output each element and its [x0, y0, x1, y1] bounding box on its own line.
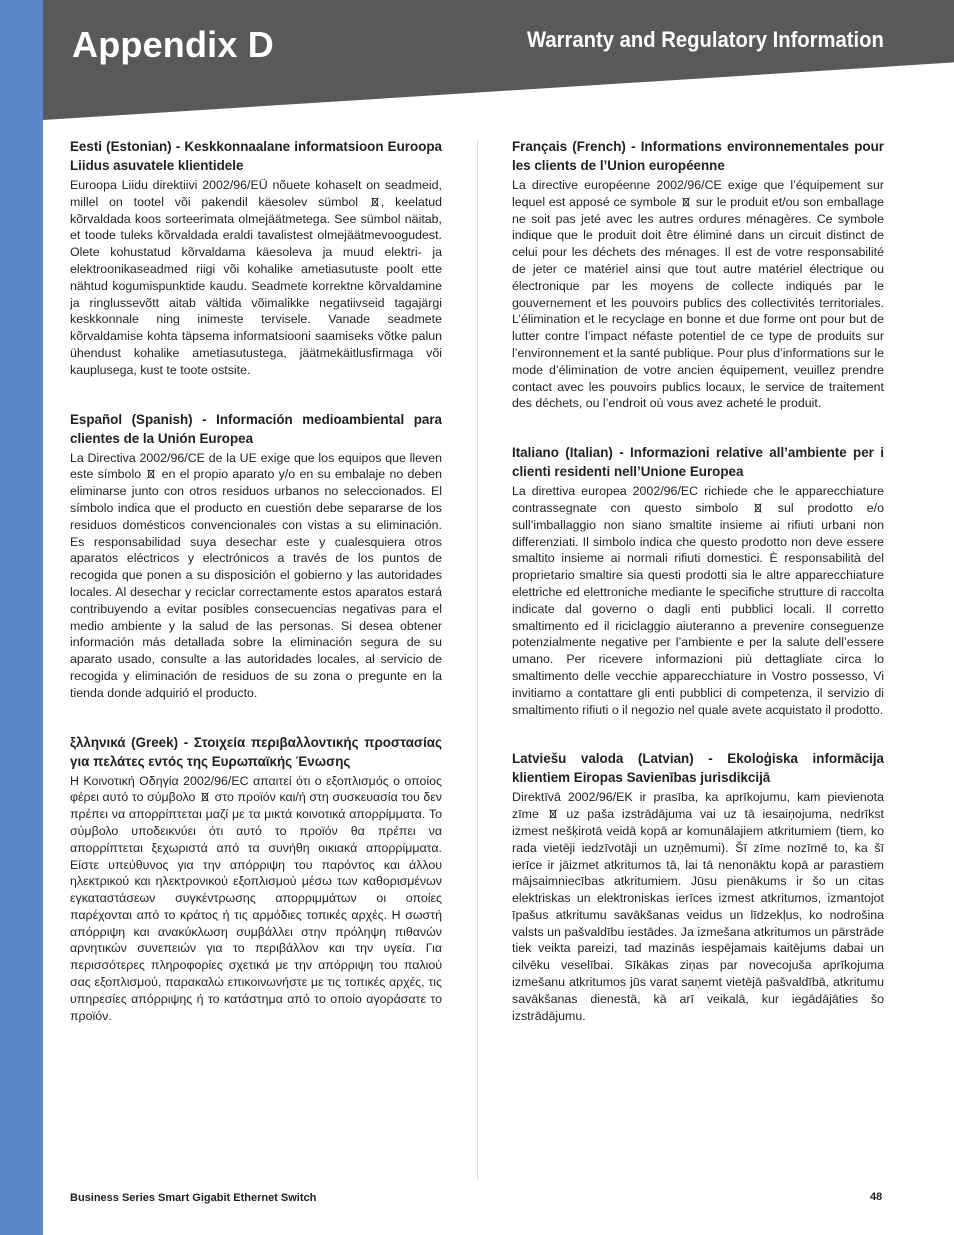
section-title: Warranty and Regulatory Information [527, 27, 884, 52]
section-heading: Eesti (Estonian) - Keskkonnaalane informatsioon Euroopa Liidus asuvatele klientidele [70, 139, 442, 173]
section-heading: Español (Spanish) - Información medioambiental para clientes de la Unión Europea [70, 411, 442, 446]
column-divider [477, 140, 478, 1180]
section-body: La Directiva 2002/96/CE de la UE exige que los equipos que lleven este símbolo en el propio aparato y/o en su embalaje no deben eliminarse junto con otros residuos urbanos no seleccionados. El símbolo indica que el producto en cuestión debe separarse de los residuos domésticos convencionales con vistas a su eliminación. Es responsabilidad suya desechar este y cualesquiera otros aparatos eléctricos y electrónicos a través de los puntos de recogida que ponen a su disposición el gobierno y las autoridades locales. Al desechar y reciclar correctamente estos aparatos estará contribuyendo a evitar posibles consecuencias negativas para el medio ambiente y la salud de las personas. Si desea obtener información más detallada sobre la eliminación segura de su aparato usado, consulte a las autoridades locales, al servicio de recogida y eliminación de residuos de su zona o pregunte en la tienda donde adquirió el producto. [70, 450, 442, 700]
left-accent-bar [0, 0, 43, 1235]
footer-page-number: 48 [870, 1191, 883, 1203]
section-spanish [70, 410, 442, 702]
section-body: La direttiva europea 2002/96/EC richiede che le apparecchiature contrassegnate con questo simbolo sul prodotto e/o sull’imballaggio non siano smaltite insieme ai rifiuti urbani non differenziati. Il simbolo indica che questo prodotto non deve essere smaltito insieme ai normali rifiuti domestici. È responsabilità del proprietario smaltire sia questi prodotti sia le altre apparecchiature elettriche ed elettroniche mediante le specifiche strutture di raccolta indicate dal governo o dagli enti pubblici locali. Il corretto smaltimento ed il riciclaggio aiuteranno a prevenire conseguenze potenzialmente negative per l’ambiente e per la salute dell’essere umano. Per ricevere informazioni più dettagliate circa lo smaltimento delle vecchie apparecchiature in Vostro possesso, Vi invitiamo a contattare gli enti pubblici di competenza, il servizio di smaltimento rifiuti o il negozio nel quale avete acquistato il prodotto. [512, 484, 884, 717]
crossed-out-wheelie-bin-icon [371, 197, 379, 207]
crossed-out-wheelie-bin-icon [549, 809, 557, 819]
section-italian [512, 443, 884, 718]
crossed-out-wheelie-bin-icon [754, 503, 762, 513]
section-heading: Italiano (Italian) - Informazioni relative all’ambiente per i clienti residenti nell’Unione Europea [512, 445, 884, 480]
crossed-out-wheelie-bin-icon [147, 469, 155, 479]
section-body: Η Κοινοτική Οδηγία 2002/96/EC απαιτεί ότι ο εξοπλισμός ο οποίος φέρει αυτό το σύμβολο στο προϊόν και/ή στη συσκευασία του δεν πρέπει να απορρίπτεται μαζί με τα μικτά κοινοτικά απορρίμματα. Το σύμβολο υποδεικνύει ότι αυτό το προϊόν θα πρέπει να απορρίπτεται ξεχωριστά από τα συνήθη οικιακά απορρίμματα. Είστε υπεύθυνος για την απόρριψη του παρόντος και άλλου ηλεκτρικού και ηλεκτρονικού εξοπλισμού μέσω των καθορισμένων εγκαταστάσεων συγκέντρωσης απορριμμάτων οι οποίες παρέχονται από το κράτος ή τις αρμόδιες τοπικές αρχές. Η σωστή απόρριψη και ανακύκλωση συμβάλλει στην πρόληψη πιθανών αρνητικών συνεπειών για το περιβάλλον και την υγεία. Για περισσότερες πληροφορίες σχετικά με την απόρριψη του παλιού σας εξοπλισμού, παρακαλώ επικοινωνήστε με τις τοπικές αρχές, τις υπηρεσίες απόρριψης ή το κατάστημα από το οποίο αγοράσατε το προϊόν. [70, 773, 442, 1023]
section-latvian [512, 749, 884, 1024]
section-heading: Français (French) - Informations environnementales pour les clients de l’Union européenne [512, 139, 884, 173]
section-body: Euroopa Liidu direktiivi 2002/96/EÜ nõuete kohaselt on seadmeid, millel on tootel või pakendil käesolev sümbol , keelatud kõrvaldada koos sorteerimata olmejäätmetega. See sümbol näitab, et toode tuleks kõrvaldada eraldi tavalistest olmejäätmevoogudest. Olete kohustatud kõrvaldama käesoleva ja muud elektri- ja elektroonikaseadmed riigi või kohalike ametiasutuste poolt ette nähtud kogumispunktide kaudu. Seadmete korrektne kõrvaldamine ja ringlussevõtt aitab vältida võimalikke negatiivseid tagajärgi keskkonnale ning inimeste tervisele. Vanade seadmete kõrvaldamise kohta täpsema informatsiooni saamiseks võtke palun ühendust kohalike ametiasutustega, jäätmekäitlusfirmaga või kauplusega, kust te toote ostsite. [70, 178, 442, 377]
section-greek [70, 733, 442, 1025]
section-heading: ξλληνικά (Greek) - Στοιχεία περιβαλλοντικής προστασίας για πελάτες εντός της Ευρωπαϊκής Ένωσης [70, 734, 442, 769]
section-body: Direktīvā 2002/96/EK ir prasība, ka aprīkojumu, kam pievienota zīme uz paša izstrādājuma vai uz tā iesaiņojuma, nedrīkst izmest nešķirotā veidā kopā ar komunālajiem atkritumiem (tiem, ko rada vietēji iedzīvotāji un uzņēmumi). Šī zīme nozīmē to, ka šī ierīce ir jāizmet atkritumos tā, lai tā nenonāktu kopā ar parastiem mājsaimniecības atkritumiem. Jūsu pienākums ir šo un citas elektriskas un elektroniskas ierīces izmest atkritumos, izmantojot īpašus atkritumu savākšanas veidus un līdzekļus, ko nodrošina valsts un pašvaldību iestādes. Ja izmešana atkritumos un pārstrāde tiek veikta pareizi, tad mazinās iespējamais kaitējums dabai un cilvēku veselībai. Sīkākas ziņas par novecojuša aprīkojuma izmešanu atkritumos jūs varat saņemt vietējā pašvaldībā, atkritumu savākšanas dienestā, kā arī veikalā, kur iegādājāties šo izstrādājumu. [512, 790, 884, 1023]
section-french [512, 137, 884, 412]
crossed-out-wheelie-bin-icon [682, 197, 690, 207]
section-heading: Latviešu valoda (Latvian) - Ekoloģiska informācija klientiem Eiropas Savienības jurisdikcijā [512, 751, 884, 786]
crossed-out-wheelie-bin-icon [201, 792, 209, 802]
section-body: La directive européenne 2002/96/CE exige que l’équipement sur lequel est apposé ce symbole sur le produit et/ou son emballage ne soit pas jeté avec les autres ordures ménagères. Ce symbole indique que le produit doit être éliminé dans un circuit distinct de celui pour les déchets des ménages. Il est de votre responsabilité de jeter ce matériel ainsi que tout autre matériel électrique ou électronique par les moyens de collecte indiqués par le gouvernement et les pouvoirs publics des collectivités territoriales. L’élimination et le recyclage en bonne et due forme ont pour but de lutter contre l’impact néfaste potentiel de ce type de produits sur l’environnement et la santé publique. Pour plus d’informations sur le mode d’élimination de votre ancien équipement, veuillez prendre contact avec les pouvoirs publics locaux, le service de traitement des déchets, ou l’endroit où vous avez acheté le produit. [512, 178, 884, 411]
footer-product-name: Business Series Smart Gigabit Ethernet Switch [70, 1192, 317, 1204]
section-estonian [70, 137, 442, 379]
right-column [512, 137, 884, 1055]
appendix-title: Appendix D [72, 24, 275, 65]
left-column [70, 137, 442, 1055]
